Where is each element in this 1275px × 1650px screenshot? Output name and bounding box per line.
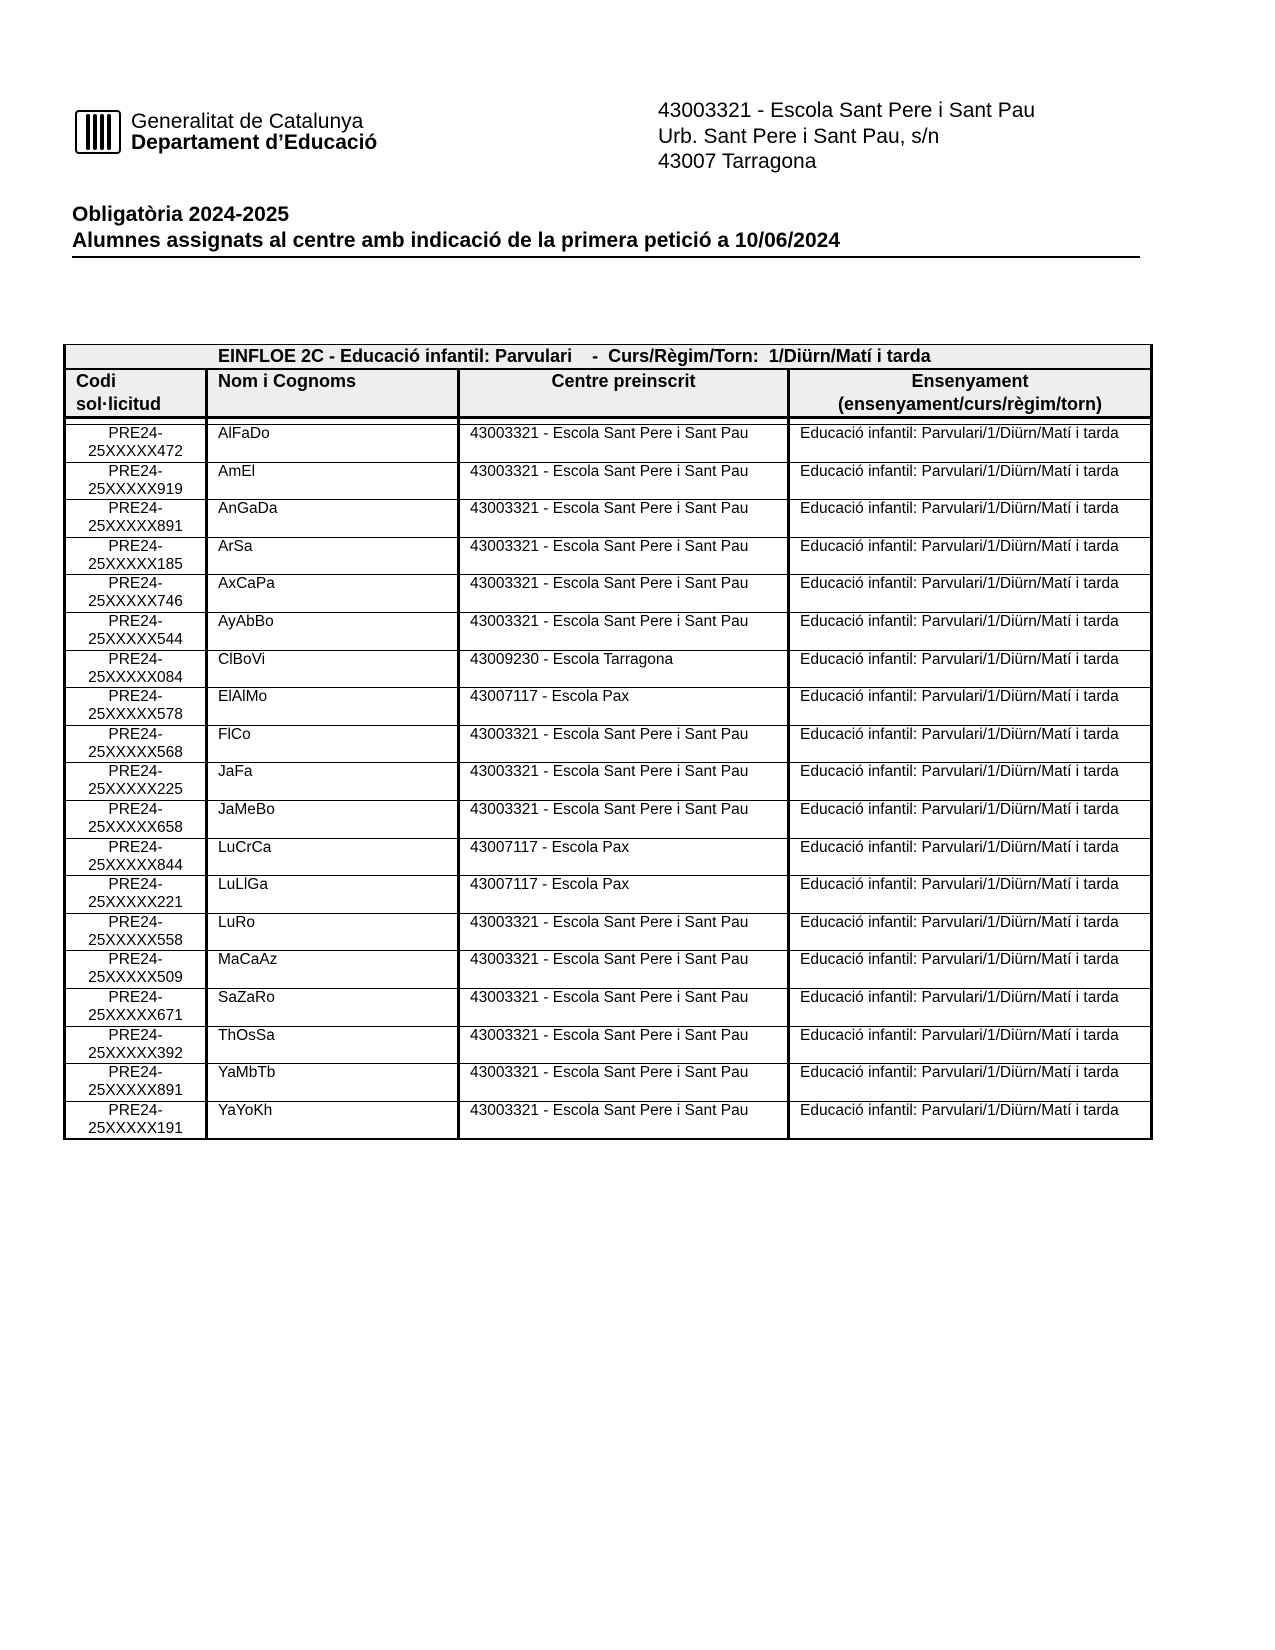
cell-centre: 43003321 - Escola Sant Pere i Sant Pau: [459, 612, 789, 650]
cell-code: PRE24- 25XXXXX658: [65, 800, 207, 838]
cell-code: PRE24- 25XXXXX891: [65, 500, 207, 538]
cell-centre: 43003321 - Escola Sant Pere i Sant Pau: [459, 575, 789, 613]
cell-centre: 43003321 - Escola Sant Pere i Sant Pau: [459, 1064, 789, 1102]
col-header-ensenyament: Ensenyament (ensenyament/curs/règim/torn): [789, 369, 1152, 418]
table-row: [65, 725, 1152, 763]
school-name: 43003321 - Escola Sant Pere i Sant Pau: [658, 99, 1036, 122]
cell-centre: 43009230 - Escola Tarragona: [459, 650, 789, 688]
table-row: [65, 763, 1152, 801]
cell-centre: 43003321 - Escola Sant Pere i Sant Pau: [459, 913, 789, 951]
cell-centre: 43003321 - Escola Sant Pere i Sant Pau: [459, 1101, 789, 1139]
cell-centre: 43003321 - Escola Sant Pere i Sant Pau: [459, 763, 789, 801]
cell-centre: 43003321 - Escola Sant Pere i Sant Pau: [459, 425, 789, 463]
cell-name: LuLlGa: [207, 876, 459, 914]
cell-code: PRE24- 25XXXXX472: [65, 425, 207, 463]
cell-code: PRE24- 25XXXXX509: [65, 951, 207, 989]
title-line-1: Obligatòria 2024-2025: [72, 203, 290, 226]
cell-ensenyament: Educació infantil: Parvulari/1/Diürn/Matí i tarda: [789, 951, 1152, 989]
table-row: [65, 500, 1152, 538]
cell-code: PRE24- 25XXXXX221: [65, 876, 207, 914]
table-row: [65, 876, 1152, 914]
cell-centre: 43007117 - Escola Pax: [459, 838, 789, 876]
cell-code: PRE24- 25XXXXX558: [65, 913, 207, 951]
table-row: [65, 1026, 1152, 1064]
cell-centre: 43003321 - Escola Sant Pere i Sant Pau: [459, 500, 789, 538]
cell-name: MaCaAz: [207, 951, 459, 989]
cell-centre: 43003321 - Escola Sant Pere i Sant Pau: [459, 988, 789, 1026]
cell-code: PRE24- 25XXXXX191: [65, 1101, 207, 1139]
cell-ensenyament: Educació infantil: Parvulari/1/Diürn/Matí i tarda: [789, 612, 1152, 650]
cell-centre: 43003321 - Escola Sant Pere i Sant Pau: [459, 725, 789, 763]
cell-name: ArSa: [207, 537, 459, 575]
school-city: 43007 Tarragona: [658, 150, 817, 173]
cell-code: PRE24- 25XXXXX746: [65, 575, 207, 613]
cell-ensenyament: Educació infantil: Parvulari/1/Diürn/Matí i tarda: [789, 913, 1152, 951]
cell-name: ClBoVi: [207, 650, 459, 688]
cell-code: PRE24- 25XXXXX919: [65, 462, 207, 500]
school-street: Urb. Sant Pere i Sant Pau, s/n: [658, 124, 940, 148]
cell-name: AxCaPa: [207, 575, 459, 613]
cell-ensenyament: Educació infantil: Parvulari/1/Diürn/Matí i tarda: [789, 800, 1152, 838]
cell-name: AnGaDa: [207, 500, 459, 538]
table-row: [65, 537, 1152, 575]
cell-name: JaMeBo: [207, 800, 459, 838]
table-row: [65, 462, 1152, 500]
cell-name: AlFaDo: [207, 425, 459, 463]
cell-name: AmEl: [207, 462, 459, 500]
table-row: [65, 650, 1152, 688]
table-row: [65, 800, 1152, 838]
col-header-name: Nom i Cognoms: [207, 369, 459, 418]
table-row: [65, 838, 1152, 876]
cell-code: PRE24- 25XXXXX671: [65, 988, 207, 1026]
cell-name: AyAbBo: [207, 612, 459, 650]
cell-ensenyament: Educació infantil: Parvulari/1/Diürn/Matí i tarda: [789, 575, 1152, 613]
cell-ensenyament: Educació infantil: Parvulari/1/Diürn/Matí i tarda: [789, 425, 1152, 463]
cell-name: LuRo: [207, 913, 459, 951]
cell-ensenyament: Educació infantil: Parvulari/1/Diürn/Matí i tarda: [789, 838, 1152, 876]
logo-line-2: Departament d’Educació: [131, 131, 378, 154]
school-address: [658, 98, 1035, 175]
document-title: [72, 202, 1140, 258]
cell-code: PRE24- 25XXXXX578: [65, 688, 207, 726]
group-header: EINFLOE 2C - Educació infantil: Parvulari - Curs/Règim/Torn: 1/Diürn/Matí i tarda: [65, 345, 1152, 370]
cell-code: PRE24- 25XXXXX225: [65, 763, 207, 801]
table-row: [65, 612, 1152, 650]
cell-ensenyament: Educació infantil: Parvulari/1/Diürn/Matí i tarda: [789, 688, 1152, 726]
cell-name: YaYoKh: [207, 1101, 459, 1139]
table-row: [65, 1101, 1152, 1139]
col-header-code: Codi sol·licitud: [65, 369, 207, 418]
table-row: [65, 913, 1152, 951]
cell-ensenyament: Educació infantil: Parvulari/1/Diürn/Matí i tarda: [789, 876, 1152, 914]
cell-centre: 43007117 - Escola Pax: [459, 876, 789, 914]
table-row: [65, 951, 1152, 989]
table-row: [65, 425, 1152, 463]
cell-ensenyament: Educació infantil: Parvulari/1/Diürn/Matí i tarda: [789, 1026, 1152, 1064]
cell-ensenyament: Educació infantil: Parvulari/1/Diürn/Matí i tarda: [789, 725, 1152, 763]
table-row: [65, 988, 1152, 1026]
cell-ensenyament: Educació infantil: Parvulari/1/Diürn/Matí i tarda: [789, 1064, 1152, 1102]
cell-name: JaFa: [207, 763, 459, 801]
cell-centre: 43003321 - Escola Sant Pere i Sant Pau: [459, 462, 789, 500]
cell-name: YaMbTb: [207, 1064, 459, 1102]
cell-ensenyament: Educació infantil: Parvulari/1/Diürn/Matí i tarda: [789, 462, 1152, 500]
table-row: [65, 688, 1152, 726]
cell-centre: 43003321 - Escola Sant Pere i Sant Pau: [459, 1026, 789, 1064]
title-line-2: Alumnes assignats al centre amb indicació de la primera petició a 10/06/2024: [72, 229, 841, 252]
table-row: [65, 1064, 1152, 1102]
cell-name: ThOsSa: [207, 1026, 459, 1064]
students-table: [63, 344, 1153, 1140]
cell-centre: 43003321 - Escola Sant Pere i Sant Pau: [459, 800, 789, 838]
col-header-centre: Centre preinscrit: [459, 369, 789, 418]
cell-code: PRE24- 25XXXXX891: [65, 1064, 207, 1102]
cell-name: ElAlMo: [207, 688, 459, 726]
cell-ensenyament: Educació infantil: Parvulari/1/Diürn/Matí i tarda: [789, 763, 1152, 801]
logo-line-1: Generalitat de Catalunya: [131, 110, 364, 133]
cell-code: PRE24- 25XXXXX568: [65, 725, 207, 763]
cell-code: PRE24- 25XXXXX544: [65, 612, 207, 650]
cell-name: FlCo: [207, 725, 459, 763]
catalan-shield-icon: [75, 110, 121, 154]
cell-ensenyament: Educació infantil: Parvulari/1/Diürn/Matí i tarda: [789, 537, 1152, 575]
cell-name: LuCrCa: [207, 838, 459, 876]
table-row: [65, 575, 1152, 613]
cell-ensenyament: Educació infantil: Parvulari/1/Diürn/Matí i tarda: [789, 650, 1152, 688]
cell-centre: 43003321 - Escola Sant Pere i Sant Pau: [459, 951, 789, 989]
cell-ensenyament: Educació infantil: Parvulari/1/Diürn/Matí i tarda: [789, 500, 1152, 538]
cell-ensenyament: Educació infantil: Parvulari/1/Diürn/Matí i tarda: [789, 988, 1152, 1026]
cell-code: PRE24- 25XXXXX084: [65, 650, 207, 688]
cell-centre: 43003321 - Escola Sant Pere i Sant Pau: [459, 537, 789, 575]
cell-centre: 43007117 - Escola Pax: [459, 688, 789, 726]
cell-name: SaZaRo: [207, 988, 459, 1026]
cell-ensenyament: Educació infantil: Parvulari/1/Diürn/Matí i tarda: [789, 1101, 1152, 1139]
cell-code: PRE24- 25XXXXX185: [65, 537, 207, 575]
cell-code: PRE24- 25XXXXX392: [65, 1026, 207, 1064]
generalitat-logo: [75, 110, 377, 154]
cell-code: PRE24- 25XXXXX844: [65, 838, 207, 876]
